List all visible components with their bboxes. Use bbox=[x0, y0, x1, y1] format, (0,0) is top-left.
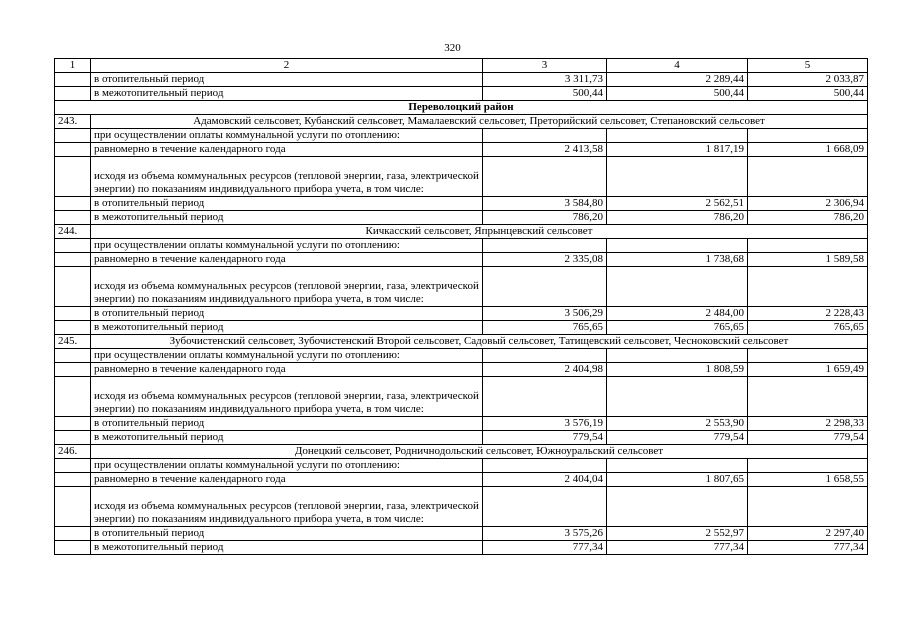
table-row bbox=[55, 197, 868, 211]
heating-label: в отопительный период bbox=[91, 197, 483, 211]
value-cell: 777,34 bbox=[748, 541, 868, 555]
value-cell: 779,54 bbox=[483, 431, 607, 445]
value-cell bbox=[748, 459, 868, 473]
value-cell: 2 404,04 bbox=[483, 473, 607, 487]
heating-label: в отопительный период bbox=[91, 307, 483, 321]
value-cell: 2 413,58 bbox=[483, 143, 607, 157]
index-cell bbox=[55, 253, 91, 267]
value-cell bbox=[483, 487, 607, 527]
section-title: Зубочистенский сельсовет, Зубочистенский Второй сельсовет, Садовый сельсовет, Татищевский сельсовет, Чесноковский сельсовет bbox=[91, 335, 868, 349]
section-number: 245. bbox=[55, 335, 91, 349]
index-cell bbox=[55, 267, 91, 307]
table-row bbox=[55, 253, 868, 267]
section-number: 246. bbox=[55, 445, 91, 459]
table-row bbox=[55, 73, 868, 87]
section-title: Адамовский сельсовет, Кубанский сельсовет, Мамалаевский сельсовет, Преторийский сельсовет, Степановский сельсовет bbox=[91, 115, 868, 129]
table-row bbox=[55, 527, 868, 541]
value-cell: 3 576,19 bbox=[483, 417, 607, 431]
table-row bbox=[55, 417, 868, 431]
header-cell: 4 bbox=[607, 59, 748, 73]
uniform-label: равномерно в течение календарного года bbox=[91, 473, 483, 487]
value-cell bbox=[607, 267, 748, 307]
value-cell: 2 404,98 bbox=[483, 363, 607, 377]
index-cell bbox=[55, 487, 91, 527]
header-row bbox=[55, 59, 868, 73]
value-cell bbox=[483, 129, 607, 143]
value-cell: 1 738,68 bbox=[607, 253, 748, 267]
value-cell bbox=[607, 157, 748, 197]
index-cell bbox=[55, 239, 91, 253]
index-cell bbox=[55, 363, 91, 377]
page-number: 320 bbox=[444, 42, 461, 54]
value-cell bbox=[607, 487, 748, 527]
section-number: 244. bbox=[55, 225, 91, 239]
value-cell: 3 506,29 bbox=[483, 307, 607, 321]
value-cell bbox=[483, 157, 607, 197]
table-row bbox=[55, 87, 868, 101]
header-cell: 1 bbox=[55, 59, 91, 73]
volume-label: исходя из объема коммунальных ресурсов (тепловой энергии, газа, электрической энергии) по показаниям индивидуального прибора учета, в том числе: bbox=[91, 267, 483, 307]
payment-label: при осуществлении оплаты коммунальной услуги по отоплению: bbox=[91, 459, 483, 473]
value-cell: 1 589,58 bbox=[748, 253, 868, 267]
value-cell: 777,34 bbox=[607, 541, 748, 555]
value-cell: 786,20 bbox=[607, 211, 748, 225]
table-row bbox=[55, 363, 868, 377]
table-row bbox=[55, 267, 868, 307]
index-cell bbox=[55, 459, 91, 473]
value-cell: 1 659,49 bbox=[748, 363, 868, 377]
tariff-table bbox=[54, 58, 868, 555]
uniform-label: равномерно в течение календарного года bbox=[91, 363, 483, 377]
value-cell bbox=[607, 459, 748, 473]
value-cell: 500,44 bbox=[483, 87, 607, 101]
section-title-row bbox=[55, 445, 868, 459]
value-cell: 779,54 bbox=[748, 431, 868, 445]
table-row bbox=[55, 307, 868, 321]
table-row bbox=[55, 321, 868, 335]
table-row bbox=[55, 129, 868, 143]
value-cell: 2 289,44 bbox=[607, 73, 748, 87]
index-cell bbox=[55, 87, 91, 101]
volume-label: исходя из объема коммунальных ресурсов (тепловой энергии, газа, электрической энергии) по показаниям индивидуального прибора учета, в том числе: bbox=[91, 377, 483, 417]
value-cell bbox=[607, 377, 748, 417]
value-cell: 786,20 bbox=[483, 211, 607, 225]
volume-label: исходя из объема коммунальных ресурсов (тепловой энергии, газа, электрической энергии) по показаниям индивидуального прибора учета, в том числе: bbox=[91, 487, 483, 527]
index-cell bbox=[55, 431, 91, 445]
index-cell bbox=[55, 417, 91, 431]
value-cell: 1 668,09 bbox=[748, 143, 868, 157]
label-cell: в отопительный период bbox=[91, 73, 483, 87]
uniform-label: равномерно в течение календарного года bbox=[91, 253, 483, 267]
payment-label: при осуществлении оплаты коммунальной услуги по отоплению: bbox=[91, 349, 483, 363]
value-cell bbox=[748, 157, 868, 197]
value-cell bbox=[483, 349, 607, 363]
index-cell bbox=[55, 377, 91, 417]
nonheating-label: в межотопительный период bbox=[91, 541, 483, 555]
value-cell: 1 817,19 bbox=[607, 143, 748, 157]
section-title: Донецкий сельсовет, Родничнодольский сельсовет, Южноуральский сельсовет bbox=[91, 445, 868, 459]
label-cell: в межотопительный период bbox=[91, 87, 483, 101]
value-cell: 1 658,55 bbox=[748, 473, 868, 487]
value-cell: 2 033,87 bbox=[748, 73, 868, 87]
index-cell bbox=[55, 349, 91, 363]
payment-label: при осуществлении оплаты коммунальной услуги по отоплению: bbox=[91, 129, 483, 143]
value-cell bbox=[483, 239, 607, 253]
table-row bbox=[55, 211, 868, 225]
table-row bbox=[55, 459, 868, 473]
index-cell bbox=[55, 73, 91, 87]
index-cell bbox=[55, 541, 91, 555]
table-row bbox=[55, 157, 868, 197]
value-cell: 2 553,90 bbox=[607, 417, 748, 431]
nonheating-label: в межотопительный период bbox=[91, 211, 483, 225]
district-heading: Переволоцкий район bbox=[55, 101, 868, 115]
value-cell: 2 228,43 bbox=[748, 307, 868, 321]
section-number: 243. bbox=[55, 115, 91, 129]
table-row bbox=[55, 143, 868, 157]
value-cell bbox=[483, 459, 607, 473]
value-cell: 779,54 bbox=[607, 431, 748, 445]
value-cell: 1 807,65 bbox=[607, 473, 748, 487]
value-cell bbox=[748, 349, 868, 363]
table-row bbox=[55, 431, 868, 445]
table-row bbox=[55, 377, 868, 417]
value-cell bbox=[607, 129, 748, 143]
uniform-label: равномерно в течение календарного года bbox=[91, 143, 483, 157]
value-cell bbox=[748, 239, 868, 253]
value-cell bbox=[748, 377, 868, 417]
value-cell: 2 297,40 bbox=[748, 527, 868, 541]
value-cell: 2 562,51 bbox=[607, 197, 748, 211]
value-cell: 3 311,73 bbox=[483, 73, 607, 87]
value-cell bbox=[748, 487, 868, 527]
table-row bbox=[55, 487, 868, 527]
index-cell bbox=[55, 321, 91, 335]
value-cell: 500,44 bbox=[607, 87, 748, 101]
value-cell: 2 552,97 bbox=[607, 527, 748, 541]
value-cell: 2 306,94 bbox=[748, 197, 868, 211]
section-title-row bbox=[55, 225, 868, 239]
value-cell: 765,65 bbox=[607, 321, 748, 335]
nonheating-label: в межотопительный период bbox=[91, 321, 483, 335]
section-title-row bbox=[55, 115, 868, 129]
value-cell bbox=[607, 349, 748, 363]
value-cell: 3 584,80 bbox=[483, 197, 607, 211]
value-cell: 3 575,26 bbox=[483, 527, 607, 541]
heating-label: в отопительный период bbox=[91, 527, 483, 541]
section-title: Кичкасский сельсовет, Япрынцевский сельсовет bbox=[91, 225, 868, 239]
index-cell bbox=[55, 473, 91, 487]
header-cell: 3 bbox=[483, 59, 607, 73]
index-cell bbox=[55, 307, 91, 321]
value-cell bbox=[483, 377, 607, 417]
value-cell: 777,34 bbox=[483, 541, 607, 555]
index-cell bbox=[55, 143, 91, 157]
heating-label: в отопительный период bbox=[91, 417, 483, 431]
header-cell: 2 bbox=[91, 59, 483, 73]
value-cell: 765,65 bbox=[748, 321, 868, 335]
value-cell: 500,44 bbox=[748, 87, 868, 101]
index-cell bbox=[55, 211, 91, 225]
table-row bbox=[55, 473, 868, 487]
nonheating-label: в межотопительный период bbox=[91, 431, 483, 445]
header-cell: 5 bbox=[748, 59, 868, 73]
table-row bbox=[55, 541, 868, 555]
value-cell: 1 808,59 bbox=[607, 363, 748, 377]
index-cell bbox=[55, 197, 91, 211]
table-row bbox=[55, 239, 868, 253]
section-title-row bbox=[55, 335, 868, 349]
index-cell bbox=[55, 157, 91, 197]
value-cell: 2 484,00 bbox=[607, 307, 748, 321]
value-cell: 2 298,33 bbox=[748, 417, 868, 431]
payment-label: при осуществлении оплаты коммунальной услуги по отоплению: bbox=[91, 239, 483, 253]
value-cell bbox=[748, 267, 868, 307]
volume-label: исходя из объема коммунальных ресурсов (тепловой энергии, газа, электрической энергии) по показаниям индивидуального прибора учета, в том числе: bbox=[91, 157, 483, 197]
district-row bbox=[55, 101, 868, 115]
value-cell bbox=[607, 239, 748, 253]
index-cell bbox=[55, 527, 91, 541]
value-cell: 2 335,08 bbox=[483, 253, 607, 267]
value-cell bbox=[483, 267, 607, 307]
index-cell bbox=[55, 129, 91, 143]
value-cell bbox=[748, 129, 868, 143]
value-cell: 786,20 bbox=[748, 211, 868, 225]
value-cell: 765,65 bbox=[483, 321, 607, 335]
table-row bbox=[55, 349, 868, 363]
